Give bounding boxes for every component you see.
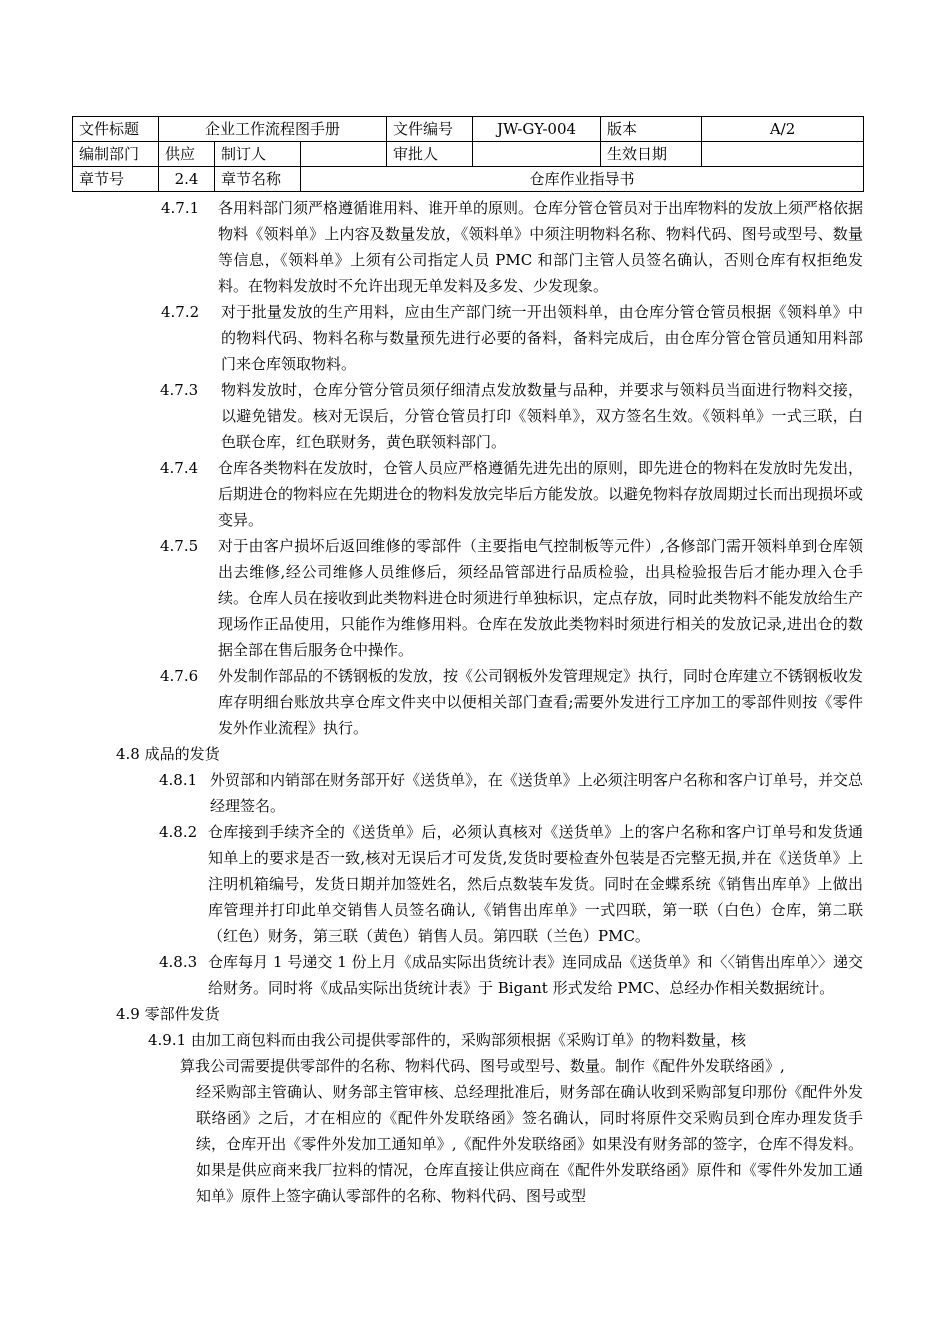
paragraph-number: 4.7.6 — [160, 667, 199, 685]
paragraph-text: 仓库接到手续齐全的《送货单》后，必须认真核对《送货单》上的客户名称和客户订单号和发货通知单上的要求是否一致,核对无误后才可发货,发货时要检查外包装是否完整无损,并在《送货单》上注明机箱编号，发货日期并加签姓名，然后点数装车发货。同时在金蝶系统《销售出库单》上做出库管理并打印此单交销售人员签名确认,《销售出库单》一式四联，第一联（白色）仓库，第二联（红色）财务，第三联（黄色）销售人员。第四联（兰色）PMC。 — [208, 823, 863, 945]
author-label: 制订人 — [215, 142, 301, 167]
paragraph-number: 4.8.2 — [159, 823, 198, 841]
paragraph-4-7-1 — [161, 195, 864, 299]
paragraph-4-7-2 — [161, 299, 863, 377]
paragraph-4-8-1 — [159, 767, 863, 819]
paragraph-text: 仓库每月 1 号递交 1 份上月《成品实际出货统计表》连同成品《送货单》和〈〈销售出库单〉〉递交给财务。同时将《成品实际出货统计表》于 Bigant 形式发给 PMC、总经办作相关数据统计。 — [208, 953, 863, 997]
document-header-table — [72, 116, 864, 192]
paragraph-number: 4.8.1 — [159, 771, 198, 789]
version-label: 版本 — [601, 117, 702, 142]
paragraph-4-9-1-line-2: 算我公司需要提供零部件的名称、物料代码、图号或型号、数量。制作《配件外发联络函》, — [180, 1057, 785, 1075]
doc-no-label: 文件编号 — [387, 117, 473, 142]
paragraph-number: 4.7.3 — [160, 381, 199, 399]
effective-label: 生效日期 — [601, 142, 702, 167]
header-row-1 — [73, 117, 864, 142]
chapter-name-label: 章节名称 — [215, 167, 301, 192]
document-body — [0, 195, 950, 1209]
paragraph-4-7-3 — [160, 377, 863, 455]
approver — [473, 142, 601, 167]
section-heading-4-9: 4.9 零部件发货 — [116, 1005, 220, 1023]
header-row-2 — [73, 142, 864, 167]
paragraph-number: 4.7.4 — [160, 459, 199, 477]
paragraph-text: 外贸部和内销部在财务部开好《送货单》，在《送货单》上必须注明客户名称和客户订单号，并交总经理签名。 — [210, 771, 863, 815]
paragraph-text: 对于由客户损坏后返回维修的零部件（主要指电气控制板等元件）,各修部门需开领料单到仓库领出去维修,经公司维修人员维修后，须经品管部进行品质检验，出具检验报告后才能办理入仓手续。仓库人员在接收到此类物料进仓时须进行单独标识，定点存放，同时此类物料不能发放给生产现场作正品使用，只能作为维修用料。仓库在发放此类物料时须进行相关的发放记录,进出仓的数据全部在售后服务仓中操作。 — [218, 537, 864, 659]
doc-title-label: 文件标题 — [73, 117, 159, 142]
dept-label: 编制部门 — [73, 142, 159, 167]
paragraph-text: 外发制作部品的不锈钢板的发放，按《公司钢板外发管理规定》执行，同时仓库建立不锈钢板收发库存明细台账放共享仓库文件夹中以便相关部门查看;需要外发进行工序加工的零部件则按《零件发外作业流程》执行。 — [218, 667, 864, 737]
dept: 供应 — [159, 142, 215, 167]
version: A/2 — [702, 117, 864, 142]
paragraph-4-9-1-continued: 经采购部主管确认、财务部主管审核、总经理批准后，财务部在确认收到采购部复印那份《配件外发联络函》之后，才在相应的《配件外发联络函》签名确认，同时将原件交采购员到仓库办理发货手续，仓库开出《零件外发加工通知单》,《配件外发联络函》如果没有财务部的签字，仓库不得发料。如果是供应商来我厂拉料的情况，仓库直接让供应商在《配件外发联络函》原件和《零件外发加工通知单》原件上签字确认零部件的名称、物料代码、图号或型 — [196, 1083, 863, 1205]
paragraph-4-8-3 — [159, 949, 863, 1001]
chapter-name: 仓库作业指导书 — [301, 167, 864, 192]
paragraph-number: 4.7.5 — [160, 537, 199, 555]
doc-no: JW-GY-004 — [473, 117, 601, 142]
paragraph-number: 4.7.2 — [161, 303, 200, 321]
paragraph-text: 对于批量发放的生产用料，应由生产部门统一开出领料单，由仓库分管仓管员根据《领料单》中的物料代码、物料名称与数量预先进行必要的备料，备料完成后，由仓库分管仓管员通知用料部门来仓库领取物料。 — [221, 303, 863, 373]
paragraph-4-7-5 — [160, 533, 864, 663]
header-row-3 — [73, 167, 864, 192]
paragraph-text: 各用料部门须严格遵循谁用料、谁开单的原则。仓库分管仓管员对于出库物料的发放上须严格依据物料《领料单》上内容及数量发放，《领料单》中须注明物料名称、物料代码、图号或型号、数量等信息，《领料单》上须有公司指定人员 PMC 和部门主管人员签名确认，否则仓库有权拒绝发料。在物料发放时不允许出现无单发料及多发、少发现象。 — [218, 199, 864, 295]
paragraph-4-7-4 — [160, 455, 864, 533]
section-heading-4-8: 4.8 成品的发货 — [116, 745, 220, 763]
paragraph-number: 4.8.3 — [159, 953, 198, 971]
paragraph-4-9-1-line-1: 4.9.1 由加工商包料而由我公司提供零部件的，采购部须根据《采购订单》的物料数量，核 — [148, 1031, 746, 1049]
paragraph-4-7-6 — [160, 663, 864, 741]
chapter-no: 2.4 — [159, 167, 215, 192]
author — [301, 142, 387, 167]
effective — [702, 142, 864, 167]
doc-title: 企业工作流程图手册 — [159, 117, 387, 142]
chapter-no-label: 章节号 — [73, 167, 159, 192]
paragraph-number: 4.7.1 — [161, 199, 200, 217]
paragraph-text: 物料发放时，仓库分管分管员须仔细清点发放数量与品种，并要求与领料员当面进行物料交接，以避免错发。核对无误后，分管仓管员打印《领料单》，双方签名生效。《领料单》一式三联，白色联仓库，红色联财务，黄色联领料部门。 — [221, 381, 863, 451]
approver-label: 审批人 — [387, 142, 473, 167]
paragraph-4-8-2 — [159, 819, 863, 949]
paragraph-text: 仓库各类物料在发放时，仓管人员应严格遵循先进先出的原则，即先进仓的物料在发放时先发出，后期进仓的物料应在先期进仓的物料发放完毕后方能发放。以避免物料存放周期过长而出现损坏或变异。 — [218, 459, 864, 529]
